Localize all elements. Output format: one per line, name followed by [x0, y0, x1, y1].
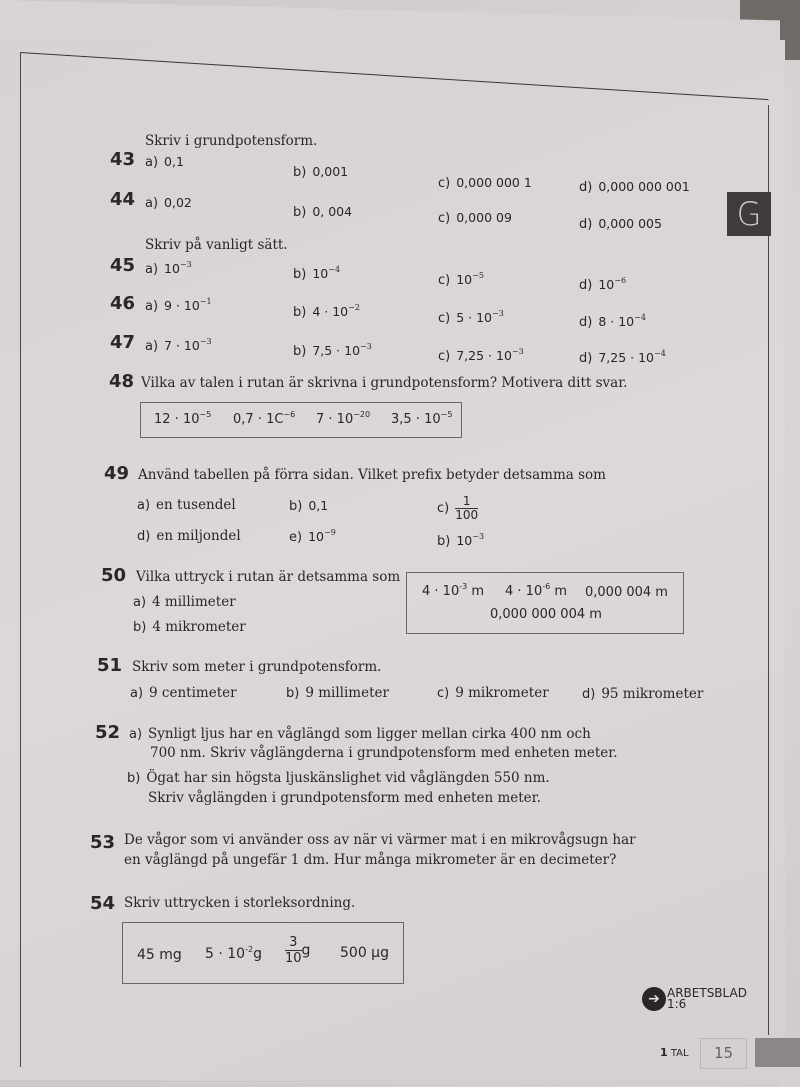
exercise-49e: e) $10^{-9}$: [289, 528, 336, 545]
exercise-50-text: Vilka uttryck i rutan är detsamma som: [136, 569, 401, 585]
exercise-49c: c) $\frac{1}{100}$: [437, 494, 479, 522]
exercise-46a: a) $9 \cdot 10^{-1}$: [145, 297, 212, 314]
fraction: $\frac{3}{10}$: [285, 935, 302, 966]
page-number: 15: [700, 1038, 747, 1069]
exercise-51-text: Skriv som meter i grundpotensform.: [132, 659, 382, 675]
exercise-53-line2: en våglängd på ungefär 1 dm. Hur många mikrometer är en decimeter?: [124, 852, 617, 868]
exercise-48-text: Vilka av talen i rutan är skrivna i grundpotensform? Motivera ditt svar.: [141, 375, 628, 391]
box-item: 45 mg: [137, 947, 182, 963]
box-item: $5 \cdot 10^{-2}g$: [205, 945, 262, 962]
exercise-47c: c) $7,25 \cdot 10^{-3}$: [438, 347, 524, 364]
box-item: $4 \cdot 10^{-6}$ m: [505, 582, 567, 599]
exercise-51d: d) 95 mikrometer: [582, 686, 704, 702]
exercise-49b: b) 0,1: [289, 498, 329, 514]
box-item: $0,7 \cdot 1C^{-6}$: [233, 410, 296, 427]
arrow-right-circle-icon[interactable]: ➔: [642, 987, 666, 1011]
exercise-43b: b) 0,001: [293, 164, 349, 180]
exercise-number: 44: [110, 189, 136, 210]
exercise-50b: b) 4 mikrometer: [133, 619, 246, 635]
exercise-50-box: [406, 572, 684, 634]
exercise-46b: b) $4 \cdot 10^{-2}$: [293, 303, 360, 320]
exercise-49a: a) en tusendel: [137, 497, 236, 513]
section-instruction: Skriv i grundpotensform.: [145, 133, 318, 149]
exercise-43a: a) 0,1: [145, 154, 184, 170]
exercise-47b: b) $7,5 \cdot 10^{-3}$: [293, 342, 372, 359]
box-item: $7 \cdot 10^{-20}$: [316, 410, 371, 427]
exercise-number: 43: [110, 149, 136, 170]
exercise-number: 50: [101, 565, 127, 586]
box-item: 0,000 004 m: [585, 585, 668, 600]
exercise-44b: b) 0, 004: [293, 204, 353, 220]
exercise-51a: a) 9 centimeter: [130, 685, 237, 701]
box-item: 500 µg: [340, 945, 389, 961]
section-tab-g: G: [727, 192, 771, 236]
box-item: $4 \cdot 10^{-3}$ m: [422, 582, 484, 599]
exercise-number: 54: [90, 893, 116, 914]
exercise-46d: d) $8 \cdot 10^{-4}$: [579, 313, 646, 330]
exercise-52b-line2: Skriv våglängden i grundpotensform med enheten meter.: [148, 790, 541, 806]
exercise-50a: a) 4 millimeter: [133, 594, 236, 610]
exercise-52a-line2: 700 nm. Skriv våglängderna i grundpotensform med enheten meter.: [150, 745, 618, 761]
exercise-52a: a) Synligt ljus har en våglängd som ligger mellan cirka 400 nm och: [129, 726, 591, 742]
fraction: $\frac{1}{100}$: [455, 494, 479, 522]
exercise-53-line1: De vågor som vi använder oss av när vi värmer mat i en mikrovågsugn har: [124, 832, 636, 848]
exercise-44d: d) 0,000 005: [579, 216, 662, 232]
exercise-45b: b) $10^{-4}$: [293, 265, 341, 282]
exercise-44c: c) 0,000 09: [438, 210, 512, 226]
exercise-number: 47: [110, 332, 136, 353]
box-item: 0,000 000 004 m: [490, 607, 602, 622]
exercise-49-text: Använd tabellen på förra sidan. Vilket prefix betyder detsamma som: [138, 467, 606, 483]
worksheet-link[interactable]: ARBETSBLAD 1:6: [667, 986, 747, 1011]
exercise-44a: a) 0,02: [145, 195, 192, 211]
exercise-number: 52: [95, 722, 121, 743]
frame-border-left: [20, 52, 21, 1067]
exercise-number: 46: [110, 293, 136, 314]
exercise-43d: d) 0,000 000 001: [579, 179, 690, 195]
exercise-54-text: Skriv uttrycken i storleksordning.: [124, 895, 356, 911]
footer-bar: [755, 1038, 800, 1067]
exercise-45d: d) $10^{-6}$: [579, 276, 627, 293]
exercise-number: 48: [109, 371, 135, 392]
section-instruction: Skriv på vanligt sätt.: [145, 237, 288, 253]
exercise-46c: c) $5 \cdot 10^{-3}$: [438, 309, 504, 326]
chapter-label: 1 TAL: [660, 1046, 689, 1059]
exercise-47d: d) $7,25 \cdot 10^{-4}$: [579, 349, 666, 366]
exercise-47a: a) $7 \cdot 10^{-3}$: [145, 337, 212, 354]
exercise-number: 51: [97, 655, 123, 676]
exercise-number: 49: [104, 463, 130, 484]
exercise-51b: b) 9 millimeter: [286, 685, 389, 701]
exercise-48-box: [140, 402, 462, 438]
exercise-number: 53: [90, 832, 116, 853]
exercise-43c: c) 0,000 000 1: [438, 175, 532, 191]
exercise-49d: d) en miljondel: [137, 528, 241, 544]
exercise-number: 45: [110, 255, 136, 276]
exercise-51c: c) 9 mikrometer: [437, 685, 549, 701]
box-item: $3,5 \cdot 10^{-5}$: [391, 410, 453, 427]
exercise-54-box: [122, 922, 404, 984]
exercise-49f: b) $10^{-3}$: [437, 532, 485, 549]
exercise-45a: a) $10^{-3}$: [145, 260, 192, 277]
exercise-52b: b) Ögat har sin högsta ljuskänslighet vid våglängden 550 nm.: [127, 770, 550, 786]
box-item: $12 \cdot 10^{-5}$: [154, 410, 212, 427]
exercise-45c: c) $10^{-5}$: [438, 271, 484, 288]
box-item: $\frac{3}{10}$ g: [285, 935, 311, 966]
frame-border-right: [768, 105, 769, 1035]
